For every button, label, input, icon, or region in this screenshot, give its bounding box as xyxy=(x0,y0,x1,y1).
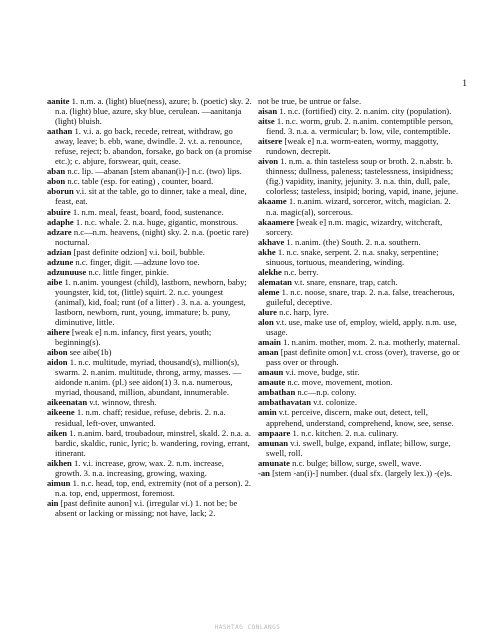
entry-headword: aitse xyxy=(258,116,275,127)
entry-definition: not be true, be untrue or false. xyxy=(258,96,362,106)
entry-headword: aiken xyxy=(47,427,68,438)
entry-headword: aibe xyxy=(47,276,63,287)
dictionary-entry xyxy=(258,287,463,307)
entry-headword: aitsere xyxy=(258,136,283,147)
dictionary-entry xyxy=(258,247,463,267)
entry-headword: amunan xyxy=(258,437,289,448)
dictionary-entry xyxy=(258,96,463,106)
entry-headword: aivon xyxy=(258,156,279,167)
dictionary-entry xyxy=(47,458,252,478)
entry-headword: amin xyxy=(258,407,277,418)
entry-headword: aibon xyxy=(47,347,68,358)
entry-definition: n.c—n.p. colony. xyxy=(297,387,357,398)
entry-headword: aihere xyxy=(47,327,70,338)
entry-definition: n.c. harp, lyre. xyxy=(279,306,329,317)
dictionary-entry xyxy=(258,387,463,397)
entry-definition: n.c. move, movement, motion. xyxy=(287,377,393,388)
entry-definition: 1. n.c. head, top, end, extremity (not of a person). 2. n.a. top, end, uppermost, foremost. xyxy=(55,477,252,498)
entry-headword: aleme xyxy=(258,286,280,297)
entry-definition: v.i. swell, bulge, expand, inflate; billow, surge, swell, roll. xyxy=(266,437,451,458)
dictionary-entry xyxy=(258,407,463,427)
entry-headword: alure xyxy=(258,306,277,317)
dictionary-entry xyxy=(258,347,463,367)
entry-definition: 1. v.i. a. go back, recede, retreat, withdraw, go away, leave; b. ebb, wane, dwindle. 2. v.t. a. renounce, refuse, reject; b. abandon, forsake, go back on (a promise etc.); c. abjure, forswear, quit, cease. xyxy=(55,126,252,167)
dictionary-entry xyxy=(258,196,463,216)
dictionary-entry xyxy=(258,468,463,478)
dictionary-entry xyxy=(258,267,463,277)
entry-definition: n.c. lip. —abanan [stem abanan(i)-] n.c. (two) lips. xyxy=(67,166,242,177)
entry-definition: 1. n.c. snake, serpent. 2. n.a. snaky, serpentine; sinuous, tortuous, meandering, winding. xyxy=(266,246,439,267)
entry-definition: n.c. table (esp. for eating) , counter, board. xyxy=(67,176,214,187)
dictionary-entry xyxy=(258,156,463,196)
entry-definition: 1. n.anim. youngest (child), lastborn, newborn, baby; youngster, kid, tot, (little) squirt. 2. n.c. youngest (animal), kid, foal; runt (of a litter) . 3. n.a. a. youngest, lastborn, newborn, runt, young, immature; b. puny, diminutive, little. xyxy=(55,276,247,328)
entry-definition: [weak e] n.m. infancy, first years, youth; beginning(s). xyxy=(55,327,212,348)
entry-headword: amunate xyxy=(258,457,290,468)
entry-definition: [past definite aunon] v.i. (irregular vi.) 1. not be; be absent or lacking or missing; not have, lack; 2. xyxy=(55,497,238,518)
entry-headword: adzare xyxy=(47,226,72,237)
dictionary-entry xyxy=(47,478,252,498)
entry-definition: n.c. bulge; billow, surge, swell, wave. xyxy=(292,457,422,468)
entry-definition: v.i. sit at the table, go to dinner, take a meal, dine, feast, eat. xyxy=(55,186,247,207)
dictionary-entry xyxy=(47,327,252,347)
dictionary-entry xyxy=(47,186,252,206)
entry-definition: 1. n.m. a. (light) blue(ness), azure; b. (poetic) sky. 2. n.a. (light) blue, azure, sky blue, cerulean. —aanitanja (light) bluish. xyxy=(55,96,252,127)
dictionary-entry xyxy=(47,428,252,458)
entry-headword: alekhe xyxy=(258,266,282,277)
entry-headword: amaun xyxy=(258,367,284,378)
entry-definition: 1. n.c. whale. 2. n.a. huge, gigantic, monstrous. xyxy=(75,216,238,227)
entry-definition: 1. n.m. meal, feast, board, food, sustenance. xyxy=(72,206,224,217)
entry-headword: alon xyxy=(258,317,274,328)
footer-watermark: HASHTAG CONLANGS xyxy=(214,624,281,631)
entry-definition: v.t. winnow, thresh. xyxy=(89,397,157,408)
entry-definition: v.t. colonize. xyxy=(313,397,358,408)
entry-headword: adzunuuse xyxy=(47,266,87,277)
dictionary-entry xyxy=(258,217,463,237)
dictionary-entry xyxy=(47,126,252,166)
entry-headword: adzune xyxy=(47,256,74,267)
entry-headword: ambathavatan xyxy=(258,397,312,408)
dictionary-entry xyxy=(258,277,463,287)
entry-headword: aidon xyxy=(47,357,68,368)
entry-headword: adzian xyxy=(47,246,72,257)
entry-headword: akaame xyxy=(258,196,287,207)
dictionary-entry xyxy=(258,377,463,387)
entry-definition: [past definite odzion] v.i. boil, bubble. xyxy=(73,246,205,257)
entry-headword: akhave xyxy=(258,236,285,247)
dictionary-entry xyxy=(258,337,463,347)
entry-definition: v.t. perceive, discern, make out, detect, tell, apprehend, understand, comprehend, know, see, sense. xyxy=(266,407,454,428)
entry-definition: see aibe(1b) xyxy=(69,347,112,358)
entry-headword: aman xyxy=(258,347,279,358)
left-column xyxy=(47,96,252,518)
dictionary-entry xyxy=(47,397,252,407)
entry-headword: abuire xyxy=(47,206,71,217)
entry-definition: 1. n.anim. wizard, sorceror, witch, magician. 2. n.a. magic(al), sorcerous. xyxy=(266,196,451,217)
entry-headword: adaphe xyxy=(47,216,74,227)
dictionary-entry xyxy=(258,307,463,317)
entry-headword: ain xyxy=(47,497,59,508)
dictionary-entry xyxy=(47,227,252,247)
dictionary-entry xyxy=(47,176,252,186)
entry-definition: 1. n.anim. bard, troubadour, minstrel, skald. 2. n.a. a. bardic, skaldic, runic, lyric; b. wandering, roving, errant, itinerant. xyxy=(55,427,251,458)
dictionary-entry xyxy=(47,407,252,427)
entry-definition: 1. n.m. chaff; residue, refuse, debris. 2. n.a. residual, left-over, unwanted. xyxy=(55,407,226,428)
entry-headword: aborun xyxy=(47,186,74,197)
dictionary-entry xyxy=(258,428,463,438)
entry-definition: 1. v.i. increase, grow, wax. 2. n.m. increase, growth. 3. n.a. increasing, growing, waxing. xyxy=(55,457,224,478)
entry-headword: -an xyxy=(258,467,270,478)
entry-headword: aikeenatan xyxy=(47,397,88,408)
entry-definition: 1. n.c. worm, grub. 2. n.anim. contemptible person, fiend. 3. n.a. a. vermicular; b. low, vile, contemptible. xyxy=(266,116,454,137)
entry-headword: ambathan xyxy=(258,387,296,398)
entry-headword: aanite xyxy=(47,96,70,106)
dictionary-entry xyxy=(258,367,463,377)
entry-headword: aimun xyxy=(47,477,71,488)
page-number: 1 xyxy=(462,79,467,89)
dictionary-entry xyxy=(47,267,252,277)
entry-definition: [past definite omon] v.t. cross (over), traverse, go or pass over or through. xyxy=(266,347,460,368)
dictionary-entry xyxy=(258,438,463,458)
entry-definition: 1. n.anim. mother, mom. 2. n.a. motherly, maternal. xyxy=(283,337,460,348)
dictionary-entry xyxy=(47,257,252,267)
entry-definition: 1. n.c. (fortified) city. 2. n.anim. city (population). xyxy=(279,106,452,117)
entry-headword: aikhen xyxy=(47,457,72,468)
entry-definition: v.t. use, make use of, employ, wield, apply. n.m. use, usage. xyxy=(266,317,457,338)
right-column xyxy=(258,96,463,478)
entry-headword: amaute xyxy=(258,377,286,388)
entry-definition: v.i. move, budge, stir. xyxy=(285,367,360,378)
entry-headword: akhe xyxy=(258,246,276,257)
entry-headword: alematan xyxy=(258,276,292,287)
dictionary-entry xyxy=(47,166,252,176)
dictionary-entry xyxy=(47,207,252,217)
entry-headword: aisan xyxy=(258,106,278,117)
entry-definition: 1. n.c. kitchen. 2. n.a. culinary. xyxy=(292,427,399,438)
dictionary-entry xyxy=(47,247,252,257)
dictionary-entry xyxy=(258,237,463,247)
dictionary-entry xyxy=(258,116,463,136)
entry-definition: n.c. little finger, pinkie. xyxy=(88,266,169,277)
entry-definition: 1. n.anim. (the) South. 2. n.a. southern. xyxy=(286,236,421,247)
dictionary-entry xyxy=(258,106,463,116)
entry-definition: [weak e] n.a. worm-eaten, wormy, maggotty, rundown, decrepit. xyxy=(266,136,439,157)
dictionary-entry xyxy=(47,498,252,518)
dictionary-entry xyxy=(258,458,463,468)
entry-definition: 1. n.m. a. thin tasteless soup or broth. 2. n.abstr. b. thinness; dullness, paleness; tastelessness, insipidness; (fig.) vapidity, inanity, jejunity. 3. n.a. thin, dull, pale, colorless; tasteless, insipid; boring, vapid, inane, jejune. xyxy=(266,156,459,197)
entry-headword: amain xyxy=(258,337,281,348)
dictionary-entry xyxy=(47,96,252,126)
entry-definition: 1. n.c. noose, snare, trap. 2. n.a. false, treacherous, guileful, deceptive. xyxy=(266,286,455,307)
dictionary-entry xyxy=(258,317,463,337)
dictionary-entry xyxy=(47,347,252,357)
dictionary-entry xyxy=(47,217,252,227)
entry-headword: aikeene xyxy=(47,407,75,418)
entry-definition: n.c. finger, digit. —adzune lovo toe. xyxy=(75,256,200,267)
entry-definition: [stem -an(i)-] number. (dual sfx. (largely lex.)) -(e)s. xyxy=(272,467,453,478)
dictionary-entry xyxy=(258,397,463,407)
entry-headword: aban xyxy=(47,166,66,177)
dictionary-entry xyxy=(258,136,463,156)
dictionary-entry xyxy=(47,357,252,397)
entry-headword: ampaare xyxy=(258,427,291,438)
dictionary-entry xyxy=(47,277,252,327)
entry-headword: akaamere xyxy=(258,216,295,227)
entry-definition: v.t. snare, ensnare, trap, catch. xyxy=(294,276,398,287)
entry-definition: n.c. berry. xyxy=(284,266,319,277)
entry-definition: 1. n.c. multitude, myriad, thousand(s), million(s), swarm. 2. n.anim. multitude, throng, army, masses. —aidonde n.anim. (pl.) see aidon(1) 3. n.a. numerous, myriad, thousand, million, abundant, innumerable. xyxy=(55,357,242,398)
entry-definition: n.c—n.m. heavens, (night) sky. 2. n.a. (poetic rare) nocturnal. xyxy=(55,226,249,247)
entry-headword: abon xyxy=(47,176,66,187)
entry-headword: aathan xyxy=(47,126,73,137)
entry-definition: [weak e] n.m. magic, wizardry, witchcraft, sorcery. xyxy=(266,216,443,237)
